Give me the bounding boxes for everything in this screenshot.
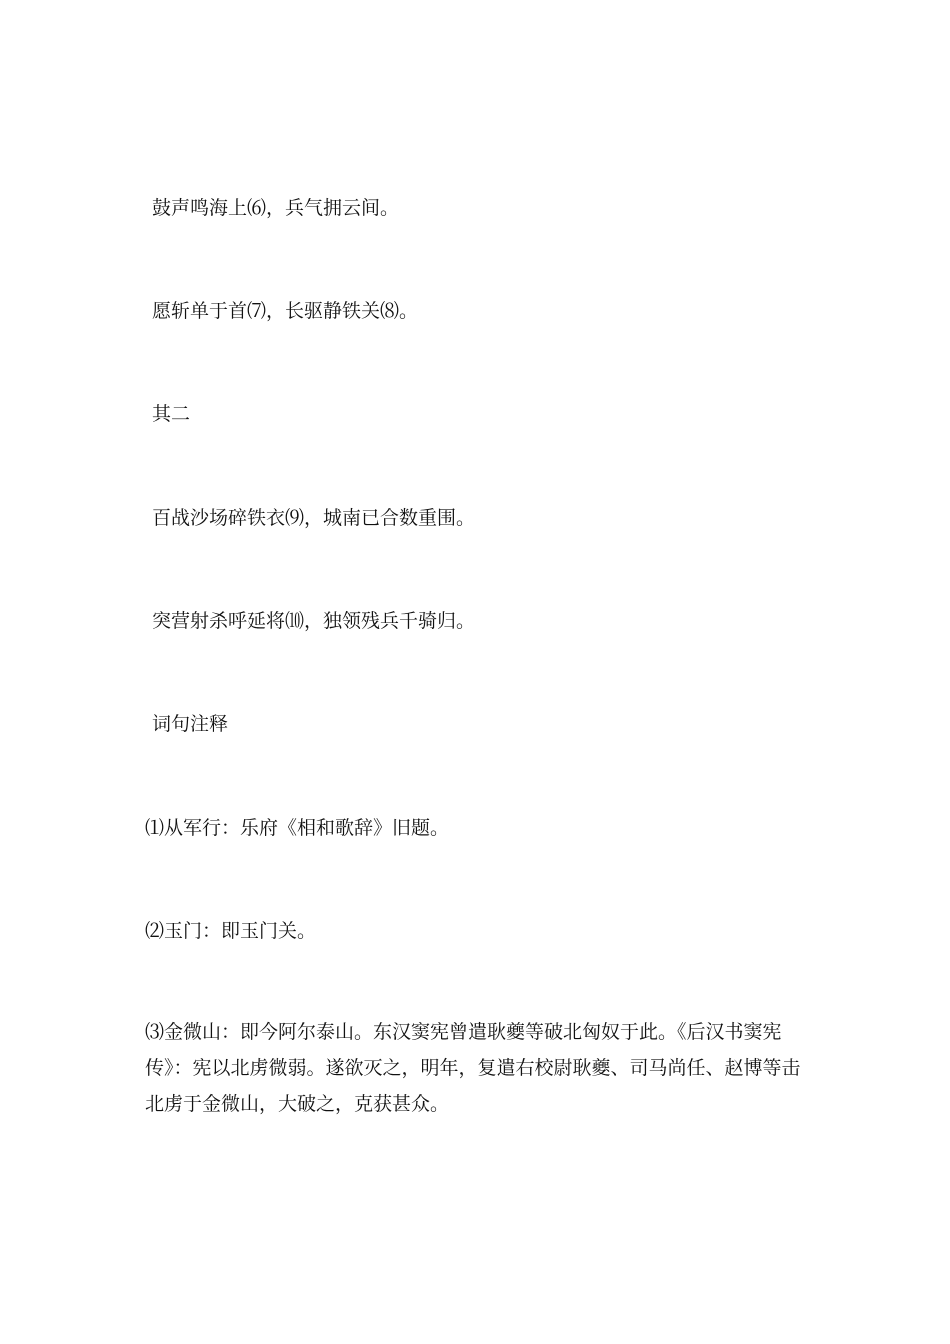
poem-section-title: 其二 — [152, 403, 191, 425]
note-item: ⑵玉门：即玉门关。 — [145, 920, 317, 942]
notes-heading: 词句注释 — [152, 713, 229, 735]
poem-line: 突营射杀呼延将⑽，独领残兵千骑归。 — [152, 610, 476, 632]
poem-line: 愿斩单于首⑺，长驱静铁关⑻。 — [152, 300, 419, 322]
note-item: ⑶金微山：即今阿尔泰山。东汉窦宪曾遣耿夔等破北匈奴于此。《后汉书窦宪传》：宪以北虏微弱。遂欲灭之，明年，复遣右校尉耿夔、司马尚任、赵博等击北虏于金微山，大破之，克获甚众。 — [145, 1021, 801, 1115]
poem-line: 百战沙场碎铁衣⑼，城南已合数重围。 — [152, 507, 476, 529]
note-item: ⑴从军行：乐府《相和歌辞》旧题。 — [145, 817, 450, 839]
poem-line: 鼓声鸣海上⑹，兵气拥云间。 — [152, 197, 400, 219]
